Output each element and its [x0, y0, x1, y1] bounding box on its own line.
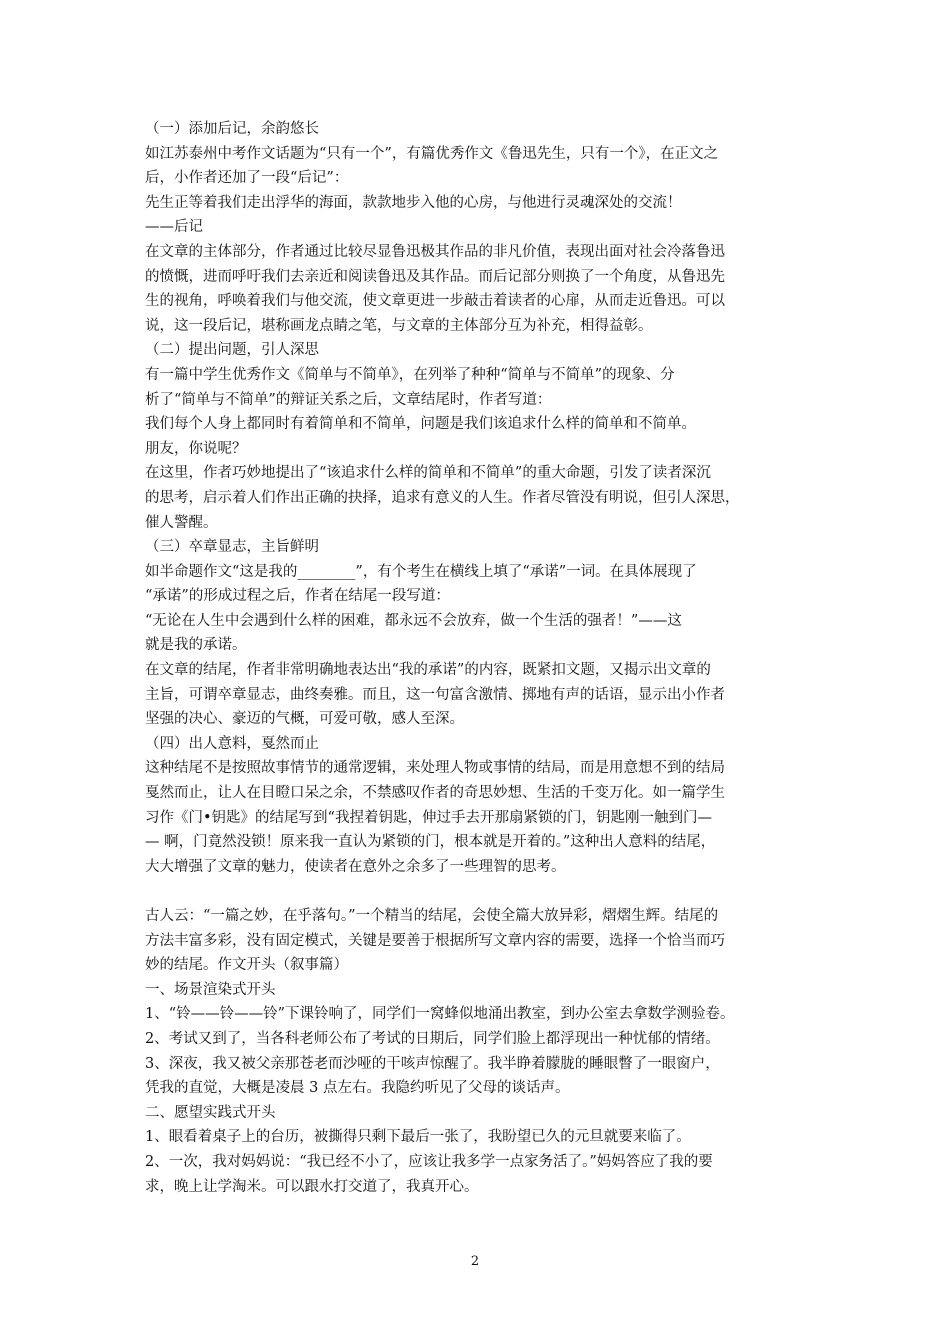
text-line: 这种结尾不是按照故事情节的通常逻辑，来处理人物或事情的结局，而是用意想不到的结局: [145, 760, 725, 777]
text-line: 二、愿望实践式开头: [145, 1104, 276, 1121]
text-line: 在文章的结尾，作者非常明确地表达出“我的承诺”的内容，既紧扣文题，又揭示出文章的: [145, 662, 711, 679]
text-line: 1、眼看着桌子上的台历，被撕得只剩下最后一张了，我盼望已久的元旦就要来临了。: [145, 1129, 691, 1146]
text-line: 先生正等着我们走出浮华的海面，款款地步入他的心房，与他进行灵魂深处的交流！: [145, 194, 682, 211]
text-line: 妙的结尾。作文开头（叙事篇）: [145, 957, 348, 974]
text-line: 凭我的直觉，大概是凌晨 3 点左右。我隐约听见了父母的谈话声。: [145, 1080, 570, 1097]
text-line: 求，晚上让学淘米。可以跟水打交道了，我真开心。: [145, 1178, 479, 1195]
text-line: 如半命题作文“这是我的________”，有个考生在横线上填了“承诺”一词。在具体展现了: [145, 563, 697, 580]
text-line: （四）出人意料，戛然而止: [145, 735, 319, 752]
document-body: [145, 117, 810, 1199]
text-line: 1、“铃——铃——铃”下课铃响了，同学们一窝蜂似地涌出教室，到办公室去拿数学测验卷。: [145, 1006, 735, 1023]
text-line: 的思考，启示着人们作出正确的抉择，追求有意义的人生。作者尽管没有明说，但引人深思，: [145, 489, 740, 506]
text-line: 习作《门•钥匙》的结尾写到“我捏着钥匙，伸过手去开那扇紧锁的门，钥匙刚一触到门—: [145, 809, 712, 826]
text-line: 后，小作者还加了一段“后记”：: [145, 170, 349, 187]
text-line: 一、场景渲染式开头: [145, 981, 276, 998]
text-line: 催人警醒。: [145, 514, 218, 531]
text-line: （二）提出问题，引人深思: [145, 342, 319, 359]
text-line: 坚强的决心、豪迈的气概，可爱可敬，感人至深。: [145, 711, 464, 728]
text-line: 2、考试又到了，当各科老师公布了考试的日期后，同学们脸上都浮现出一种忧郁的情绪。: [145, 1030, 720, 1047]
text-line: “承诺”的形成过程之后，作者在结尾一段写道：: [145, 588, 450, 605]
text-line: 戛然而止，让人在目瞪口呆之余，不禁感叹作者的奇思妙想、生活的千变万化。如一篇学生: [145, 785, 725, 802]
text-line: 方法丰富多彩，没有固定模式，关键是要善于根据所写文章内容的需要，选择一个恰当而巧: [145, 932, 725, 949]
text-line: 3、深夜，我又被父亲那苍老而沙哑的干咳声惊醒了。我半睁着朦胧的睡眼瞥了一眼窗户，: [145, 1055, 720, 1072]
text-line: 的愤慨，进而呼吁我们去亲近和阅读鲁迅及其作品。而后记部分则换了一个角度，从鲁迅先: [145, 268, 725, 285]
text-line: 2、一次，我对妈妈说：“我已经不小了，应该让我多学一点家务活了。”妈妈答应了我的要: [145, 1153, 713, 1170]
text-line: 我们每个人身上都同时有着简单和不简单，问题是我们该追求什么样的简单和不简单。: [145, 416, 696, 433]
text-line: 有一篇中学生优秀作文《简单与不简单》，在列举了种种“简单与不简单”的现象、分: [145, 366, 675, 383]
text-line: ——后记: [145, 219, 203, 236]
text-line: （一）添加后记，余韵悠长: [145, 121, 319, 137]
text-line: 就是我的承诺。: [145, 637, 247, 654]
text-line: 在文章的主体部分，作者通过比较尽显鲁迅极其作品的非凡价值，表现出面对社会冷落鲁迅: [145, 243, 725, 260]
text-line: 朋友，你说呢？: [145, 440, 247, 457]
paragraph-gap: [145, 879, 810, 904]
text-line: 古人云：“一篇之妙，在乎落句。”一个精当的结尾，会使全篇大放异彩，熠熠生辉。结尾的: [145, 908, 719, 924]
text-line: 如江苏泰州中考作文话题为“只有一个”，有篇优秀作文《鲁迅先生，只有一个》，在正文之: [145, 145, 719, 162]
text-line: 在这里，作者巧妙地提出了“该追求什么样的简单和不简单”的重大命题，引发了读者深沉: [145, 465, 711, 482]
text-line: 析了“简单与不简单”的辩证关系之后，文章结尾时，作者写道：: [145, 391, 552, 408]
text-line: （三）卒章显志，主旨鲜明: [145, 539, 319, 556]
text-line: — 啊，门竟然没锁！原来我一直认为紧锁的门，根本就是开着的。”这种出人意料的结尾，: [145, 834, 716, 851]
page-number: 2: [470, 1254, 480, 1269]
text-line: 生的视角，呼唤着我们与他交流，使文章更进一步敲击着读者的心扉，从而走近鲁迅。可以: [145, 293, 725, 310]
text-line: 大大增强了文章的魅力，使读者在意外之余多了一些理智的思考。: [145, 858, 566, 875]
text-line: 主旨，可谓卒章显志，曲终奏雅。而且，这一句富含激情、掷地有声的话语，显示出小作者: [145, 686, 725, 703]
text-line: 说，这一段后记，堪称画龙点睛之笔，与文章的主体部分互为补充，相得益彰。: [145, 317, 653, 334]
text-line: “无论在人生中会遇到什么样的困难，都永远不会放弃，做一个生活的强者！”——这: [145, 612, 682, 629]
